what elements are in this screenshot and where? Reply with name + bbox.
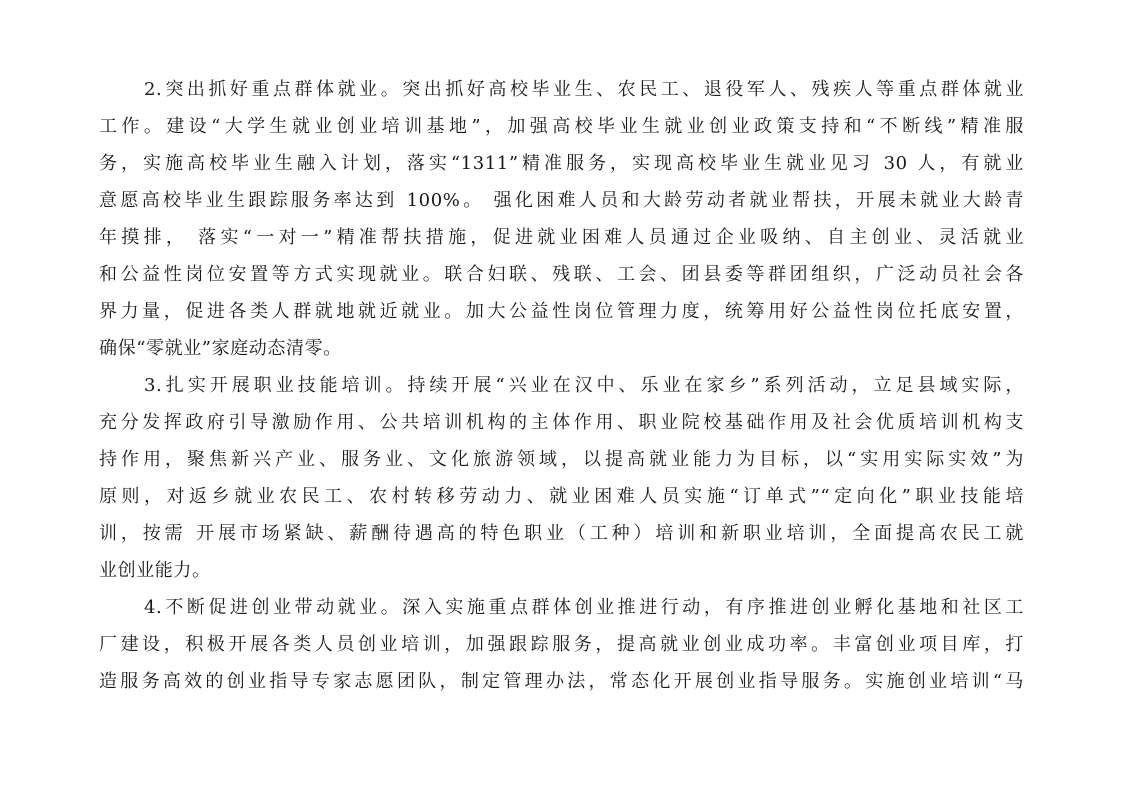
text-line: 4.不断促进创业带动就业。深入实施重点群体创业推进行动，有序推进创业孵化基地和社区工 — [144, 597, 1024, 618]
text-line: 厂建设，积极开展各类人员创业培训，加强跟踪服务，提高就业创业成功率。丰富创业项目库，打 — [99, 634, 1024, 655]
text-line: 意愿高校毕业生跟踪服务率达到 100%。 强化困难人员和大龄劳动者就业帮扶，开展未就业大龄青 — [99, 190, 1024, 211]
text-line: 训，按需 开展市场紧缺、薪酬待遇高的特色职业（工种）培训和新职业培训，全面提高农民工就 — [99, 523, 1024, 544]
text-line: 工作。建设“大学生就业创业培训基地”，加强高校毕业生就业创业政策支持和“不断线”精准服 — [99, 116, 1024, 137]
text-line: 和公益性岗位安置等方式实现就业。联合妇联、残联、工会、团县委等群团组织，广泛动员社会各 — [99, 264, 1024, 285]
text-line: 造服务高效的创业指导专家志愿团队，制定管理办法，常态化开展创业指导服务。实施创业培训“马 — [99, 671, 1024, 692]
text-line: 持作用，聚焦新兴产业、服务业、文化旅游领域，以提高就业能力为目标，以“实用实际实效”为 — [99, 449, 1024, 470]
text-line: 3.扎实开展职业技能培训。持续开展“兴业在汉中、乐业在家乡”系列活动，立足县域实际， — [144, 375, 1024, 396]
text-line: 充分发挥政府引导激励作用、公共培训机构的主体作用、职业院校基础作用及社会优质培训机构支 — [99, 412, 1024, 433]
text-line: 2.突出抓好重点群体就业。突出抓好高校毕业生、农民工、退役军人、残疾人等重点群体就业 — [144, 79, 1024, 100]
text-line: 业创业能力。 — [99, 560, 211, 581]
text-line: 界力量，促进各类人群就地就近就业。加大公益性岗位管理力度，统筹用好公益性岗位托底安置， — [99, 301, 1024, 322]
text-line: 年摸排， 落实“一对一”精准帮扶措施，促进就业困难人员通过企业吸纳、自主创业、灵活就业 — [99, 227, 1024, 248]
text-line: 原则，对返乡就业农民工、农村转移劳动力、就业困难人员实施“订单式”“定向化”职业技能培 — [99, 486, 1024, 507]
text-line: 确保“零就业”家庭动态清零。 — [99, 338, 342, 359]
text-line: 务，实施高校毕业生融入计划，落实“1311”精准服务，实现高校毕业生就业见习 30 人，有就业 — [99, 153, 1024, 174]
